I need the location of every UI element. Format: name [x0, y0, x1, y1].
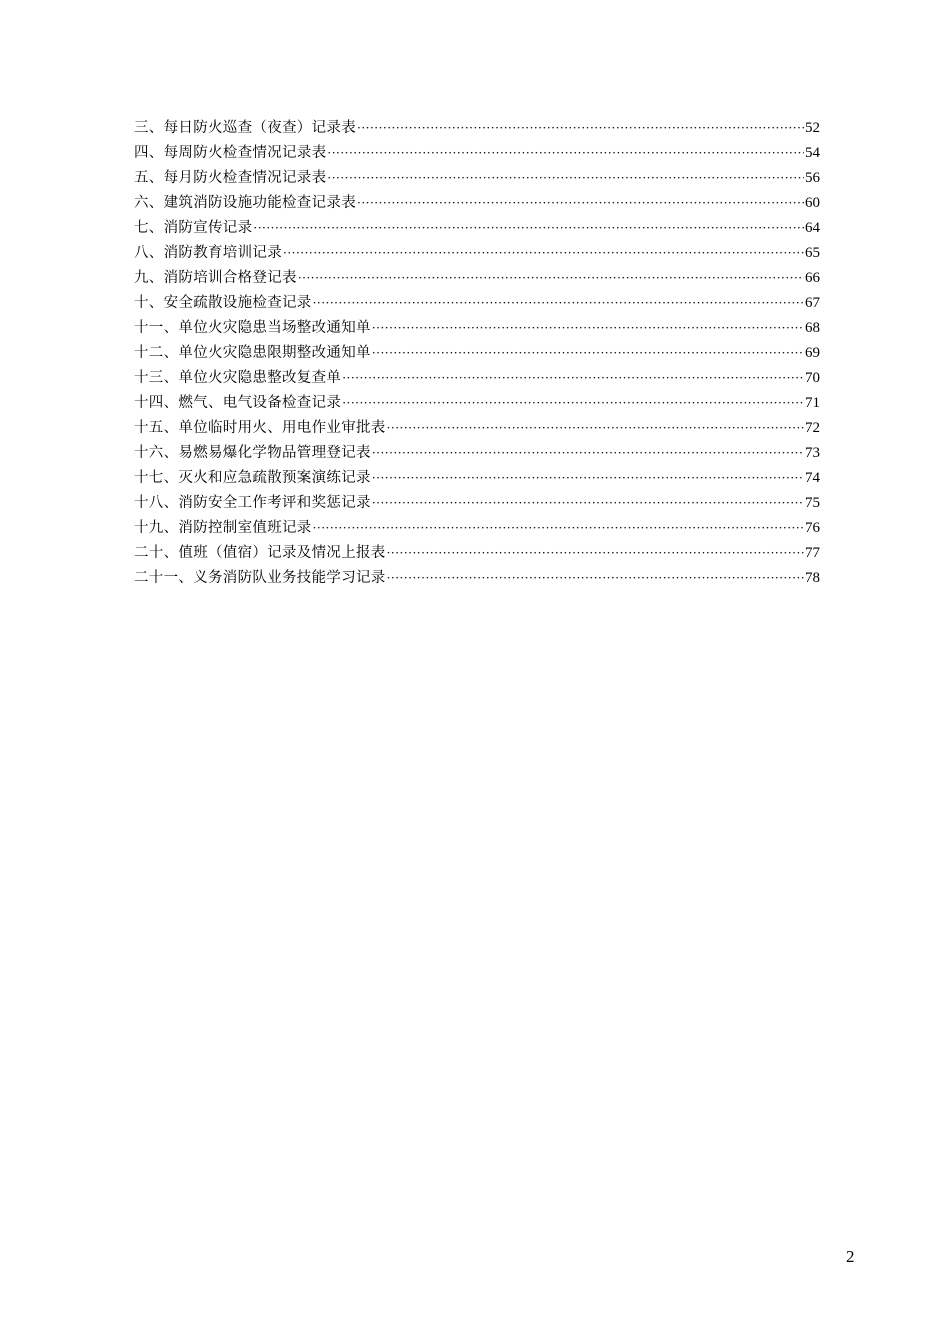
toc-entry[interactable] — [134, 516, 820, 541]
toc-entry-label: 十四、燃气、电气设备检查记录 — [134, 395, 342, 411]
toc-entry-label: 四、每周防火检查情况记录表 — [134, 145, 327, 161]
toc-entry-page: 56 — [805, 170, 820, 186]
toc-entry-page: 71 — [805, 395, 820, 411]
toc-dot-leader — [357, 116, 804, 141]
toc-entry[interactable] — [134, 341, 820, 366]
toc-entry[interactable] — [134, 166, 820, 191]
toc-entry[interactable] — [134, 366, 820, 391]
table-of-contents — [134, 116, 820, 591]
toc-entry[interactable] — [134, 291, 820, 316]
toc-entry[interactable] — [134, 116, 820, 141]
toc-entry-page: 69 — [805, 345, 820, 361]
toc-entry-page: 67 — [805, 295, 820, 311]
toc-entry-label: 八、消防教育培训记录 — [134, 245, 282, 261]
toc-dot-leader — [387, 541, 804, 566]
toc-entry-label: 九、消防培训合格登记表 — [134, 270, 297, 286]
toc-entry-page: 66 — [805, 270, 820, 286]
toc-dot-leader — [387, 416, 804, 441]
toc-entry-page: 75 — [805, 495, 820, 511]
toc-entry-label: 十、安全疏散设施检查记录 — [134, 295, 312, 311]
toc-entry[interactable] — [134, 266, 820, 291]
page-number: 2 — [846, 1247, 855, 1266]
toc-entry-page: 70 — [805, 370, 820, 386]
toc-entry[interactable] — [134, 441, 820, 466]
toc-entry[interactable] — [134, 416, 820, 441]
toc-entry[interactable] — [134, 316, 820, 341]
toc-entry-page: 65 — [805, 245, 820, 261]
toc-entry-page: 60 — [805, 195, 820, 211]
toc-dot-leader — [372, 491, 804, 516]
toc-dot-leader — [372, 441, 804, 466]
toc-entry-label: 二十、值班（值宿）记录及情况上报表 — [134, 545, 386, 561]
toc-entry-label: 十七、灭火和应急疏散预案演练记录 — [134, 470, 371, 486]
toc-entry-page: 78 — [805, 570, 820, 586]
toc-entry[interactable] — [134, 216, 820, 241]
toc-entry[interactable] — [134, 241, 820, 266]
toc-entry-page: 74 — [805, 470, 820, 486]
toc-entry-label: 二十一、义务消防队业务技能学习记录 — [134, 570, 386, 586]
toc-entry-label: 十八、消防安全工作考评和奖惩记录 — [134, 495, 371, 511]
toc-dot-leader — [298, 266, 804, 291]
toc-entry-label: 十三、单位火灾隐患整改复查单 — [134, 370, 342, 386]
toc-entry-page: 76 — [805, 520, 820, 536]
toc-entry-page: 54 — [805, 145, 820, 161]
toc-entry-label: 十九、消防控制室值班记录 — [134, 520, 312, 536]
toc-entry-label: 六、建筑消防设施功能检查记录表 — [134, 195, 356, 211]
toc-entry-label: 十六、易燃易爆化学物品管理登记表 — [134, 445, 371, 461]
toc-dot-leader — [357, 191, 804, 216]
toc-dot-leader — [387, 566, 804, 591]
toc-dot-leader — [342, 391, 804, 416]
toc-entry-page: 64 — [805, 220, 820, 236]
toc-entry[interactable] — [134, 391, 820, 416]
toc-entry-page: 52 — [805, 120, 820, 136]
toc-dot-leader — [327, 166, 804, 191]
toc-entry-label: 七、消防宣传记录 — [134, 220, 253, 236]
toc-dot-leader — [372, 341, 804, 366]
toc-entry[interactable] — [134, 491, 820, 516]
toc-entry-label: 五、每月防火检查情况记录表 — [134, 170, 327, 186]
toc-entry-page: 73 — [805, 445, 820, 461]
toc-entry[interactable] — [134, 566, 820, 591]
toc-entry[interactable] — [134, 191, 820, 216]
toc-dot-leader — [313, 516, 804, 541]
toc-entry[interactable] — [134, 466, 820, 491]
toc-entry-page: 68 — [805, 320, 820, 336]
toc-entry[interactable] — [134, 541, 820, 566]
toc-dot-leader — [372, 466, 804, 491]
toc-dot-leader — [372, 316, 804, 341]
toc-entry-page: 72 — [805, 420, 820, 436]
toc-dot-leader — [313, 291, 804, 316]
toc-entry-label: 十二、单位火灾隐患限期整改通知单 — [134, 345, 371, 361]
toc-dot-leader — [342, 366, 804, 391]
toc-entry[interactable] — [134, 141, 820, 166]
toc-entry-label: 三、每日防火巡查（夜查）记录表 — [134, 120, 356, 136]
toc-dot-leader — [283, 241, 804, 266]
toc-dot-leader — [327, 141, 804, 166]
toc-entry-page: 77 — [805, 545, 820, 561]
toc-entry-label: 十一、单位火灾隐患当场整改通知单 — [134, 320, 371, 336]
toc-entry-label: 十五、单位临时用火、用电作业审批表 — [134, 420, 386, 436]
toc-dot-leader — [253, 216, 804, 241]
